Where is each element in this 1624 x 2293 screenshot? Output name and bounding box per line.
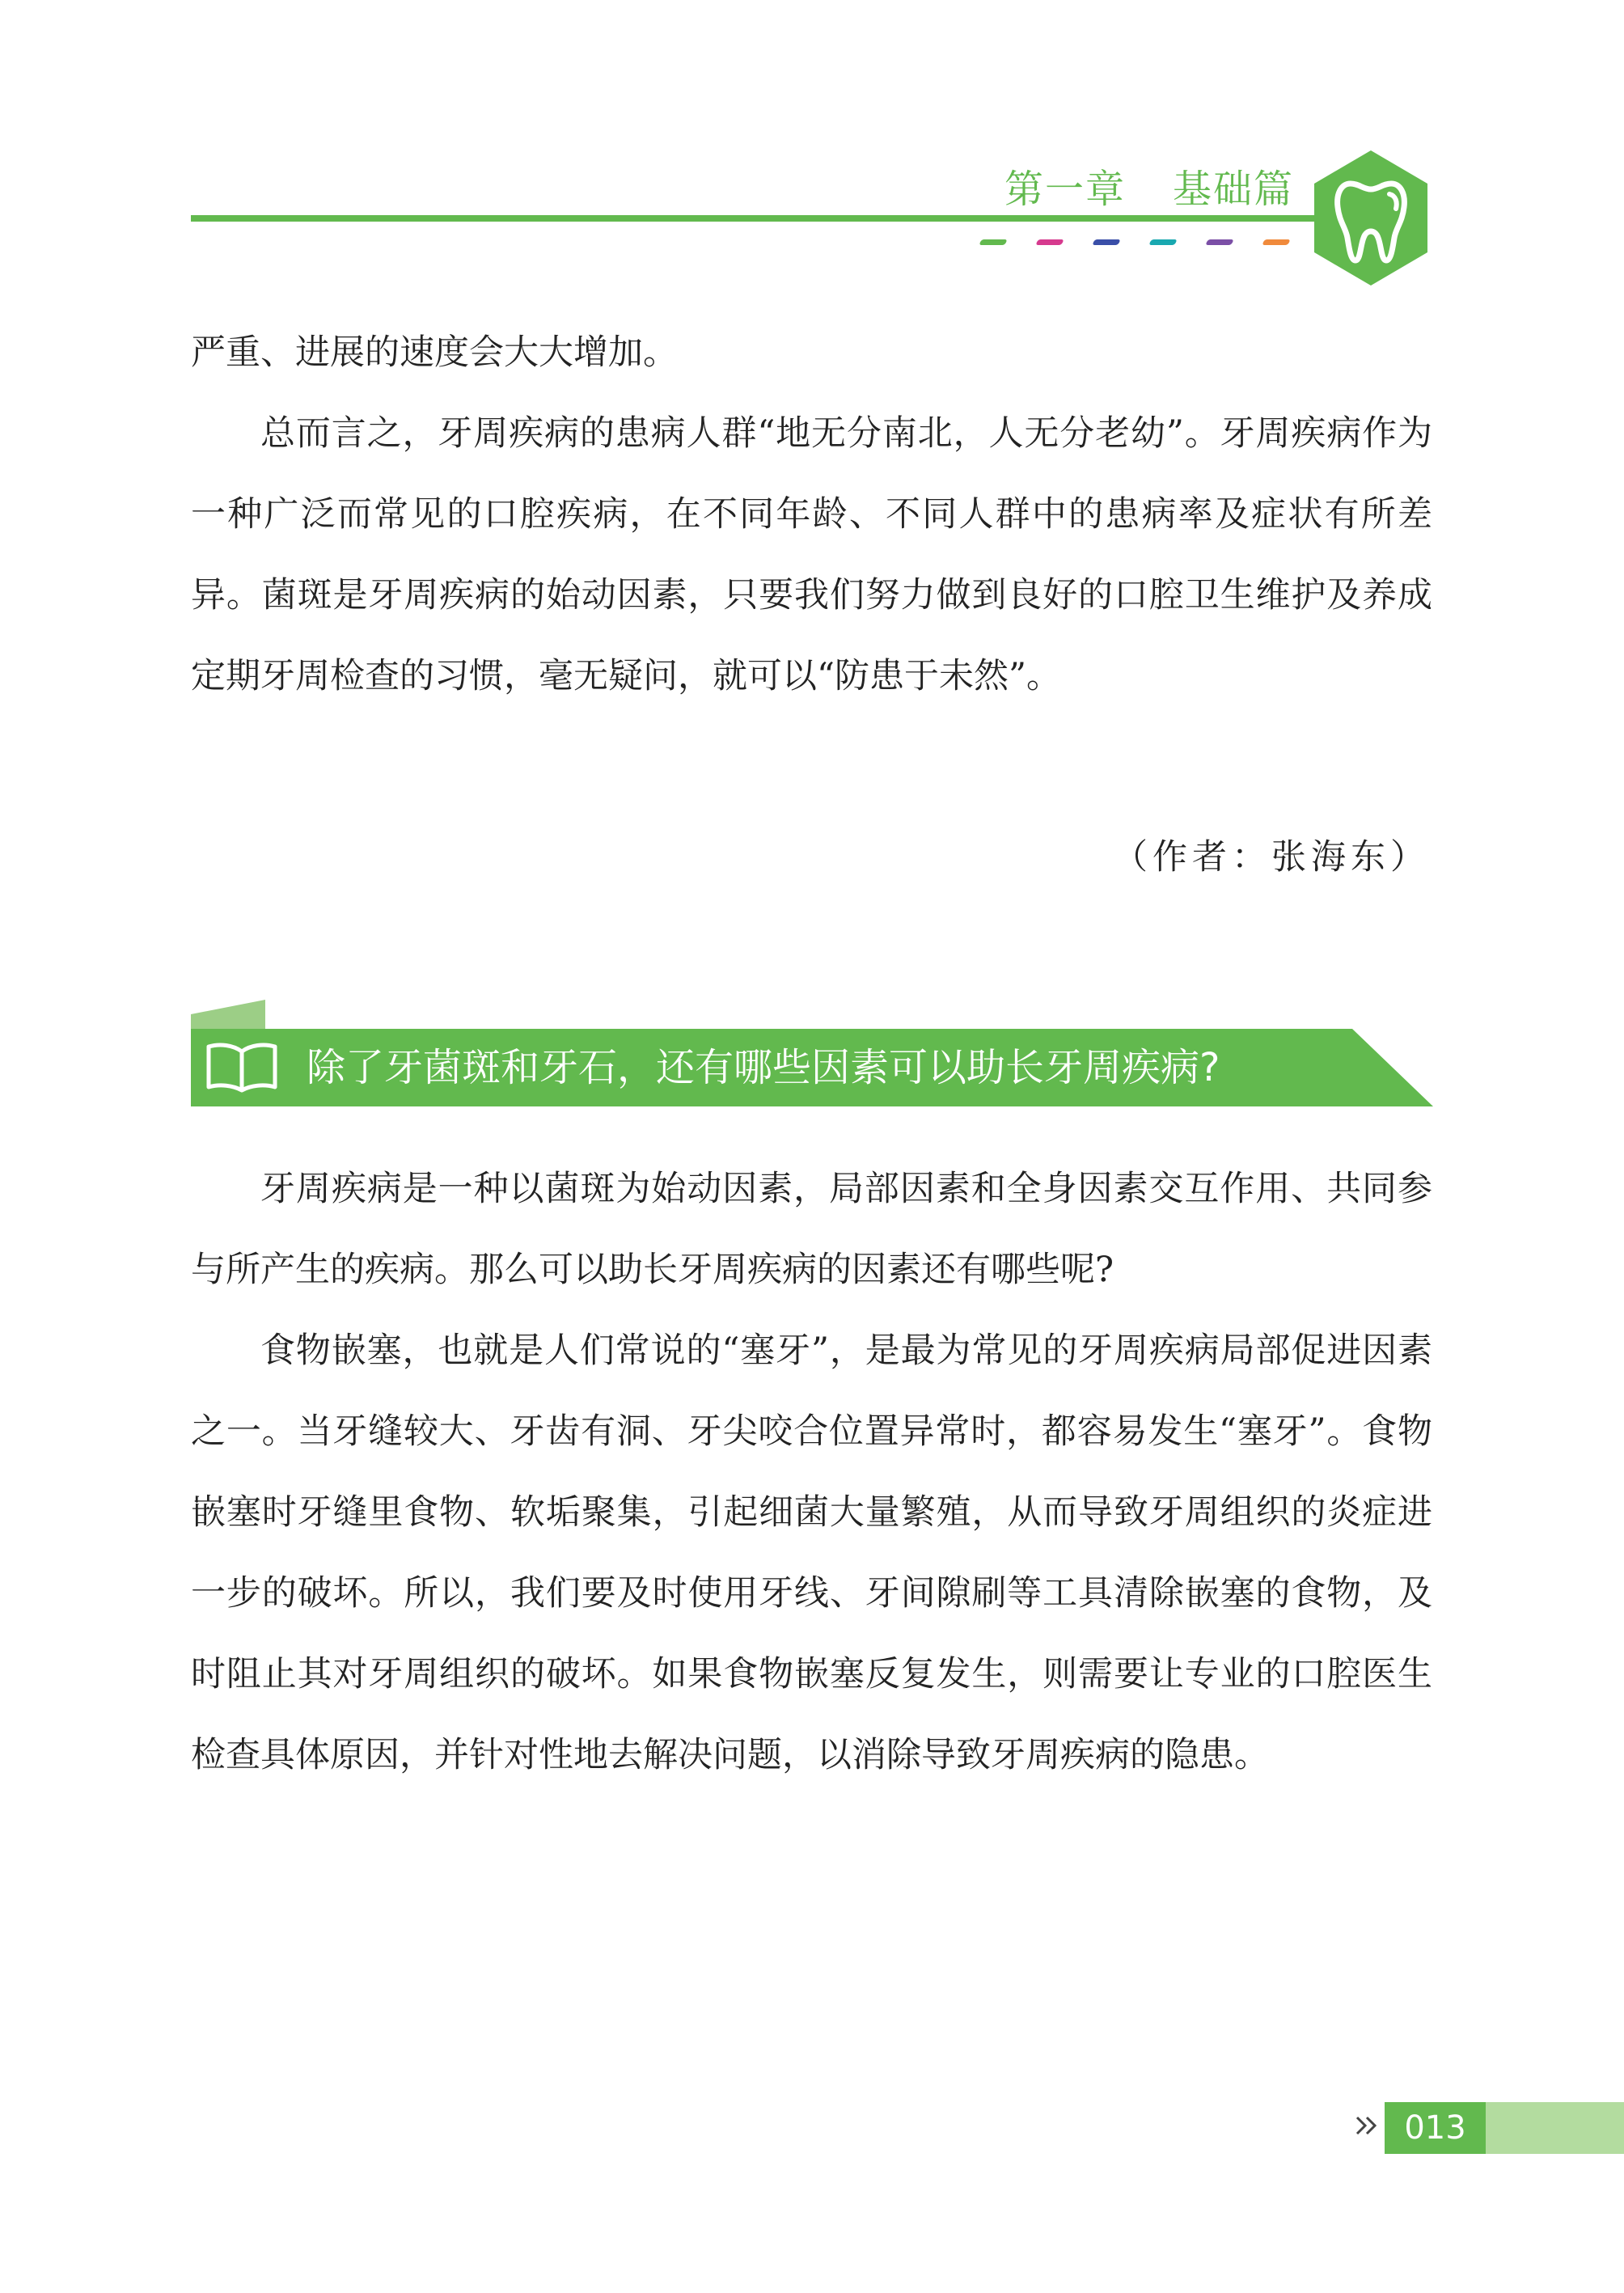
section-label: 基础篇 — [1172, 167, 1294, 212]
double-chevron-icon — [1352, 2111, 1385, 2140]
color-dash — [979, 239, 1007, 245]
paragraph-intro: 牙周疾病是一种以菌斑为始动因素，局部因素和全身因素交互作用、共同参与所产生的疾病。那么可以助长牙周疾病的因素还有哪些呢? — [191, 1169, 1432, 1290]
page-number-tail — [1486, 2102, 1624, 2154]
tooth-icon — [1310, 147, 1432, 289]
section-title: 除了牙菌斑和牙石，还有哪些因素可以助长牙周疾病? — [307, 1045, 1220, 1090]
author-credit: （作者：张海东） — [1113, 837, 1430, 878]
chapter-title — [954, 158, 1294, 214]
color-dash — [1148, 239, 1177, 245]
section-banner — [191, 1000, 1433, 1106]
paragraph-continuation: 严重、进展的速度会大大增加。 — [191, 332, 678, 373]
color-dashes — [980, 239, 1304, 247]
color-dash — [1092, 239, 1120, 245]
paragraph-food-impaction: 食物嵌塞，也就是人们常说的“塞牙”，是最为常见的牙周疾病局部促进因素之一。当牙缝较大、牙齿有洞、牙尖咬合位置异常时，都容易发生“塞牙”。食物嵌塞时牙缝里食物、软垢聚集，引起细菌大量繁殖，从而导致牙周组织的炎症进一步的破坏。所以，我们要及时使用牙线、牙间隙刷等工具清除嵌塞的食物，及时阻止其对牙周组织的破坏。如果食物嵌塞反复发生，则需要让专业的口腔医生检查具体原因，并针对性地去解决问题，以消除导致牙周疾病的隐患。 — [191, 1331, 1432, 1775]
color-dash — [1205, 239, 1233, 245]
paragraph-summary: 总而言之，牙周疾病的患病人群“地无分南北，人无分老幼”。牙周疾病作为一种广泛而常见的口腔疾病，在不同年龄、不同人群中的患病率及症状有所差异。菌斑是牙周疾病的始动因素，只要我们努力做到良好的口腔卫生维护及养成定期牙周检查的习惯，毫无疑问，就可以“防患于未然”。 — [191, 413, 1432, 696]
chapter-label: 第一章 — [1004, 167, 1126, 212]
color-dash — [1035, 239, 1064, 245]
page-number: 013 — [1385, 2102, 1486, 2154]
header-rule — [191, 215, 1364, 222]
color-dash — [1262, 239, 1290, 245]
open-book-icon — [205, 1040, 278, 1094]
